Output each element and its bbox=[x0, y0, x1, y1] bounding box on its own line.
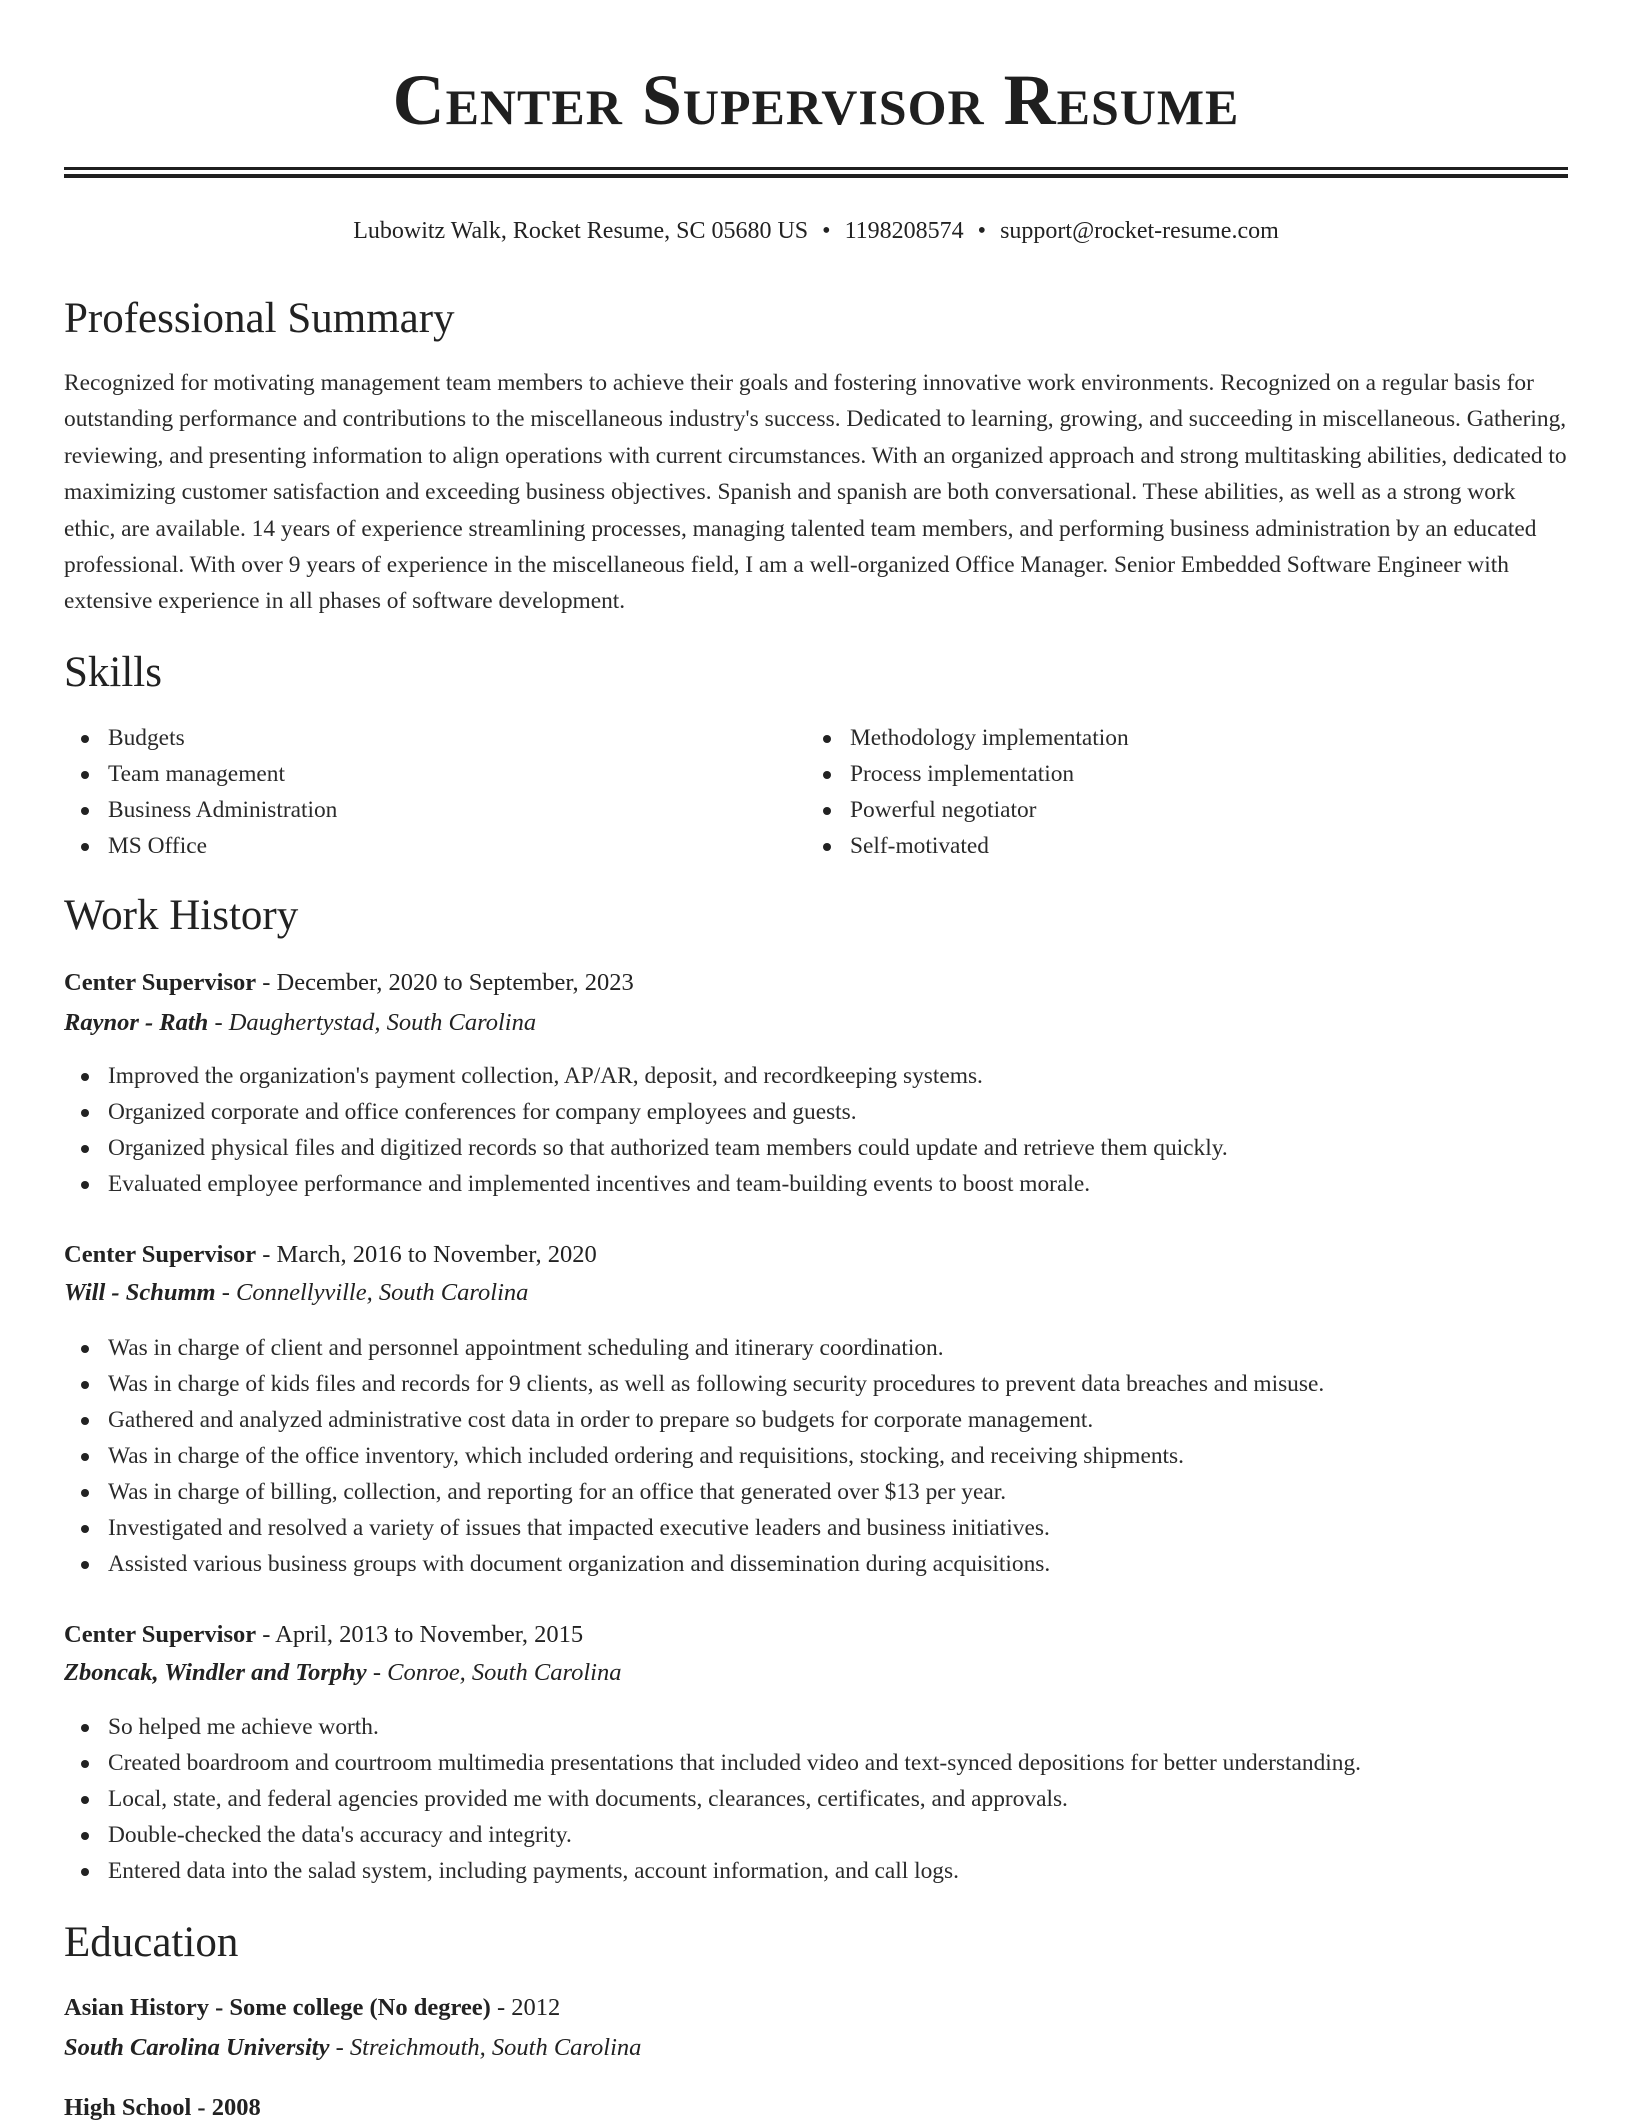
skill-item: Budgets bbox=[64, 720, 337, 756]
skill-item: Methodology implementation bbox=[806, 720, 1129, 756]
education-partial-degree: High School - 2008 bbox=[64, 2094, 261, 2121]
job-company-line bbox=[64, 1005, 536, 1041]
job-bullets bbox=[64, 1709, 1568, 1889]
job-bullet: Assisted various business groups with document organization and dissemination during acquisitions. bbox=[64, 1546, 1568, 1582]
job-bullet: So helped me achieve worth. bbox=[64, 1709, 1568, 1745]
skill-item: Self-motivated bbox=[806, 828, 1129, 864]
contact-address: Lubowitz Walk, Rocket Resume, SC 05680 US bbox=[353, 218, 809, 244]
job-dates: - April, 2013 to November, 2015 bbox=[256, 1621, 584, 1648]
job-bullet: Organized corporate and office conferences for company employees and guests. bbox=[64, 1094, 1568, 1130]
job-company: Raynor - Rath bbox=[64, 1009, 209, 1036]
job-company: Zboncak, Windler and Torphy bbox=[64, 1659, 367, 1686]
section-heading-summary: Professional Summary bbox=[64, 295, 455, 342]
job-bullet: Double-checked the data's accuracy and integrity. bbox=[64, 1817, 1568, 1853]
skills-list-left bbox=[64, 720, 337, 864]
job-bullet: Was in charge of kids files and records for 9 clients, as well as following security procedures to prevent data breaches and misuse. bbox=[64, 1366, 1568, 1402]
job-dates: - March, 2016 to November, 2020 bbox=[256, 1241, 597, 1268]
skill-item: Powerful negotiator bbox=[806, 792, 1129, 828]
skill-item: Process implementation bbox=[806, 756, 1129, 792]
job-title: Center Supervisor bbox=[64, 969, 257, 996]
job-company-line bbox=[64, 1275, 528, 1311]
education-school-line bbox=[64, 2030, 641, 2066]
job-bullet: Was in charge of billing, collection, and reporting for an office that generated over $13 per year. bbox=[64, 1474, 1568, 1510]
job-bullet: Was in charge of client and personnel appointment scheduling and itinerary coordination. bbox=[64, 1330, 1568, 1366]
job-title: Center Supervisor bbox=[64, 1621, 257, 1648]
job-company: Will - Schumm bbox=[64, 1279, 216, 1306]
contact-separator: • bbox=[977, 218, 987, 244]
job-bullet: Was in charge of the office inventory, which included ordering and requisitions, stocking, and receiving shipments. bbox=[64, 1438, 1568, 1474]
contact-separator: • bbox=[822, 218, 831, 244]
job-bullets bbox=[64, 1330, 1568, 1582]
job-bullet: Entered data into the salad system, including payments, account information, and call logs. bbox=[64, 1853, 1568, 1889]
education-partial-line bbox=[64, 2090, 261, 2126]
job-bullet: Local, state, and federal agencies provided me with documents, clearances, certificates, and approvals. bbox=[64, 1781, 1568, 1817]
skills-list-right bbox=[806, 720, 1129, 864]
contact-email: support@rocket-resume.com bbox=[1000, 218, 1279, 244]
title-divider bbox=[64, 167, 1568, 178]
job-title-line bbox=[64, 1237, 597, 1273]
job-location: - Conroe, South Carolina bbox=[366, 1659, 622, 1686]
section-heading-work-history: Work History bbox=[64, 892, 299, 939]
contact-phone: 1198208574 bbox=[844, 218, 964, 244]
job-title-line bbox=[64, 1617, 583, 1653]
job-bullet: Improved the organization's payment collection, AP/AR, deposit, and recordkeeping systems. bbox=[64, 1058, 1568, 1094]
job-title-line bbox=[64, 965, 634, 1001]
education-location: - Streichmouth, South Carolina bbox=[329, 2034, 642, 2061]
skill-item: MS Office bbox=[64, 828, 337, 864]
section-heading-skills: Skills bbox=[64, 649, 162, 696]
summary-text: Recognized for motivating management team members to achieve their goals and fostering innovative work environments. Recognized on a regular basis for outstanding performance and contributions to the miscellaneous industry's success. Dedicated to learning, growing, and succeeding in miscellaneous. Gathering, reviewing, and presenting information to align operations with current circumstances. With an organized approach and strong multitasking abilities, dedicated to maximizing customer satisfaction and exceeding business objectives. Spanish and spanish are both conversational. These abilities, as well as a strong work ethic, are available. 14 years of experience streamlining processes, managing talented team members, and performing business administration by an educated professional. With over 9 years of experience in the miscellaneous field, I am a well-organized Office Manager. Senior Embedded Software Engineer with extensive experience in all phases of software development. bbox=[64, 370, 1567, 615]
education-degree-line bbox=[64, 1990, 560, 2026]
skill-item: Team management bbox=[64, 756, 337, 792]
job-bullet: Organized physical files and digitized records so that authorized team members could update and retrieve them quickly. bbox=[64, 1130, 1568, 1166]
contact-line bbox=[64, 214, 1568, 248]
job-bullet: Investigated and resolved a variety of issues that impacted executive leaders and business initiatives. bbox=[64, 1510, 1568, 1546]
job-bullet: Evaluated employee performance and implemented incentives and team-building events to boost morale. bbox=[64, 1166, 1568, 1202]
job-location: - Daughertystad, South Carolina bbox=[208, 1009, 537, 1036]
page-title: Center Supervisor Resume bbox=[392, 60, 1240, 140]
job-dates: - December, 2020 to September, 2023 bbox=[256, 969, 634, 996]
job-bullet: Gathered and analyzed administrative cost data in order to prepare so budgets for corporate management. bbox=[64, 1402, 1568, 1438]
resume-page bbox=[64, 0, 1568, 2121]
section-heading-education: Education bbox=[64, 1919, 239, 1966]
job-bullets bbox=[64, 1058, 1568, 1202]
education-degree: Asian History - Some college (No degree) bbox=[64, 1994, 491, 2021]
job-location: - Connellyville, South Carolina bbox=[215, 1279, 529, 1306]
education-year: - 2012 bbox=[490, 1994, 561, 2021]
job-title: Center Supervisor bbox=[64, 1241, 257, 1268]
skill-item: Business Administration bbox=[64, 792, 337, 828]
education-school: South Carolina University bbox=[64, 2034, 330, 2061]
job-company-line bbox=[64, 1655, 621, 1691]
job-bullet: Created boardroom and courtroom multimedia presentations that included video and text-synced depositions for better understanding. bbox=[64, 1745, 1568, 1781]
